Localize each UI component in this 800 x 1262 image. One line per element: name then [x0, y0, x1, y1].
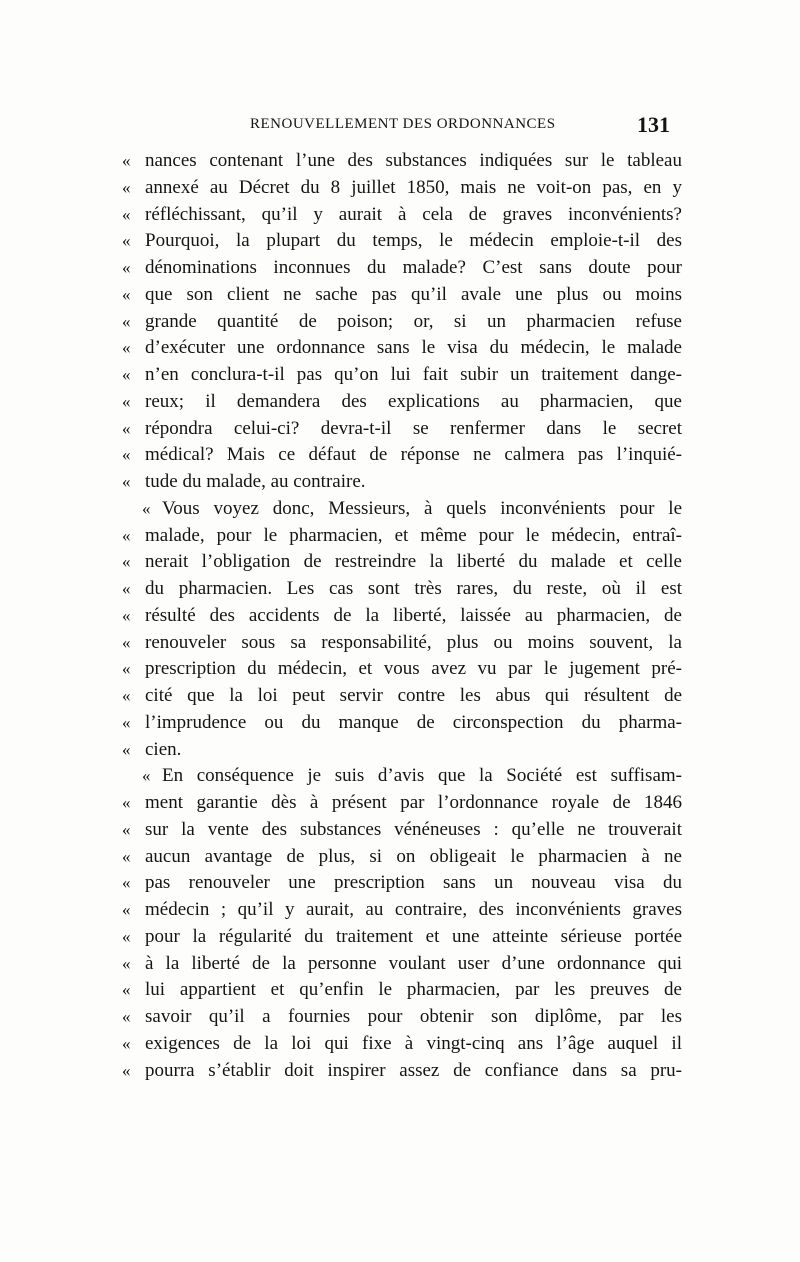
quote-mark: «: [122, 1033, 131, 1053]
line-text: pour la régularité du traitement et une atteinte sérieuse portée: [145, 925, 682, 947]
quote-mark: «: [122, 819, 131, 839]
line-text: ment garantie dès à présent par l’ordonnance royale de 1846: [145, 792, 682, 813]
text-line: [122, 844, 682, 871]
text-line: [122, 442, 682, 469]
body-text: [122, 148, 682, 1084]
quote-mark: «: [122, 258, 131, 277]
text-line: [122, 576, 682, 603]
quote-mark: «: [122, 391, 131, 411]
line-text: cité que la loi peut servir contre les abus qui résultent de: [145, 685, 682, 706]
text-line: [122, 496, 682, 523]
text-line: [122, 603, 682, 630]
quote-mark: «: [122, 953, 131, 973]
page-number: 131: [637, 112, 670, 137]
quote-mark: «: [122, 284, 131, 304]
quote-mark: «: [122, 980, 131, 1000]
text-line: [122, 897, 682, 924]
line-text: exigences de la loi qui fixe à vingt-cinq ans l’âge auquel il: [145, 1032, 682, 1054]
quote-mark: «: [122, 739, 131, 759]
text-line: [122, 175, 682, 202]
quote-mark: «: [122, 926, 131, 946]
line-text: médecin ; qu’il y aurait, au contraire, des inconvénients graves: [145, 899, 682, 920]
text-line: [122, 790, 682, 817]
quote-mark: «: [122, 552, 131, 572]
line-text: prescription du médecin, et vous avez vu par le jugement pré-: [145, 658, 682, 680]
line-text: pas renouveler une prescription sans un nouveau visa du: [145, 872, 682, 894]
line-text: dénominations inconnues du malade? C’est sans doute pour: [145, 257, 682, 278]
quote-mark: «: [122, 686, 131, 705]
text-line: [122, 549, 682, 576]
line-text: lui appartient et qu’enfin le pharmacien, par les preuves de: [145, 979, 682, 1001]
quote-mark: «: [122, 311, 131, 331]
text-line: [122, 1058, 682, 1085]
page-header: [250, 112, 670, 140]
quote-mark: «: [142, 766, 151, 786]
quote-mark: «: [122, 632, 131, 652]
line-text: répondra celui-ci? devra-t-il se renfermer dans le secret: [145, 417, 682, 439]
line-text: d’exécuter une ordonnance sans le visa du médecin, le malade: [145, 337, 682, 359]
text-line: [122, 737, 682, 764]
line-text: savoir qu’il a fournies pour obtenir son diplôme, par les: [145, 1006, 682, 1027]
line-text: nances contenant l’une des substances indiquées sur le tableau: [145, 150, 682, 171]
quote-mark: «: [122, 365, 131, 384]
text-line: [122, 870, 682, 897]
text-line: [122, 656, 682, 683]
line-text: reux; il demandera des explications au pharmacien, que: [145, 390, 682, 412]
line-text: tude du malade, au contraire.: [145, 471, 366, 492]
text-line: [122, 683, 682, 710]
line-text: réfléchissant, qu’il y aurait à cela de graves inconvénients?: [145, 203, 682, 225]
quote-mark: «: [122, 873, 131, 893]
quote-mark: «: [122, 793, 131, 812]
quote-mark: «: [122, 418, 131, 438]
text-line: [122, 630, 682, 657]
text-line: [122, 817, 682, 844]
quote-mark: «: [122, 712, 131, 732]
quote-mark: «: [122, 525, 131, 545]
text-line: [122, 710, 682, 737]
line-text: sur la vente des substances vénéneuses : qu’elle ne trouverait: [145, 818, 682, 840]
text-line: [122, 1031, 682, 1058]
line-text: malade, pour le pharmacien, et même pour le médecin, entraî-: [145, 524, 682, 546]
text-line: [122, 523, 682, 550]
line-text: n’en conclura-t-il pas qu’on lui fait subir un traitement dange-: [145, 364, 682, 385]
text-line: [122, 951, 682, 978]
running-title: RENOUVELLEMENT DES ORDONNANCES: [250, 116, 556, 132]
line-text: Vous voyez donc, Messieurs, à quels inconvénients pour le: [162, 497, 682, 519]
quote-mark: «: [122, 231, 131, 251]
line-text: que son client ne sache pas qu’il avale une plus ou moins: [145, 283, 682, 305]
quote-mark: «: [122, 900, 131, 919]
text-line: [122, 416, 682, 443]
quote-mark: «: [122, 579, 131, 598]
line-text: grande quantité de poison; or, si un pharmacien refuse: [145, 310, 682, 332]
quote-mark: «: [142, 498, 151, 518]
line-text: annexé au Décret du 8 juillet 1850, mais ne voit-on pas, en y: [145, 176, 682, 198]
text-line: [122, 1004, 682, 1031]
line-text: Pourquoi, la plupart du temps, le médecin emploie-t-il des: [145, 230, 682, 252]
line-text: renouveler sous sa responsabilité, plus ou moins souvent, la: [145, 631, 682, 653]
text-line: [122, 362, 682, 389]
quote-mark: «: [122, 659, 131, 679]
text-line: [122, 202, 682, 229]
line-text: cien.: [145, 738, 182, 760]
text-line: [122, 255, 682, 282]
line-text: pourra s’établir doit inspirer assez de confiance dans sa pru-: [145, 1059, 682, 1081]
quote-mark: «: [122, 445, 131, 465]
line-text: nerait l’obligation de restreindre la liberté du malade et celle: [145, 551, 682, 573]
line-text: l’imprudence ou du manque de circonspection du pharma-: [145, 711, 682, 733]
text-line: [122, 282, 682, 309]
text-line: [122, 763, 682, 790]
text-line: [122, 977, 682, 1004]
line-text: aucun avantage de plus, si on obligeait le pharmacien à ne: [145, 845, 682, 867]
line-text: médical? Mais ce défaut de réponse ne calmera pas l’inquié-: [145, 444, 682, 466]
text-line: [122, 469, 682, 496]
quote-mark: «: [122, 1060, 131, 1080]
line-text: En conséquence je suis d’avis que la Société est suffisam-: [162, 765, 682, 787]
text-line: [122, 228, 682, 255]
quote-mark: «: [122, 472, 131, 491]
line-text: résulté des accidents de la liberté, laissée au pharmacien, de: [145, 604, 682, 626]
quote-mark: «: [122, 177, 131, 197]
quote-mark: «: [122, 338, 131, 358]
text-line: [122, 309, 682, 336]
text-line: [122, 389, 682, 416]
quote-mark: «: [122, 605, 131, 625]
line-text: à la liberté de la personne voulant user d’une ordonnance qui: [145, 952, 682, 974]
quote-mark: «: [122, 1007, 131, 1026]
quote-mark: «: [122, 846, 131, 866]
text-line: [122, 924, 682, 951]
text-line: [122, 335, 682, 362]
line-text: du pharmacien. Les cas sont très rares, du reste, où il est: [145, 578, 682, 599]
quote-mark: «: [122, 204, 131, 224]
text-line: [122, 148, 682, 175]
quote-mark: «: [122, 151, 131, 170]
